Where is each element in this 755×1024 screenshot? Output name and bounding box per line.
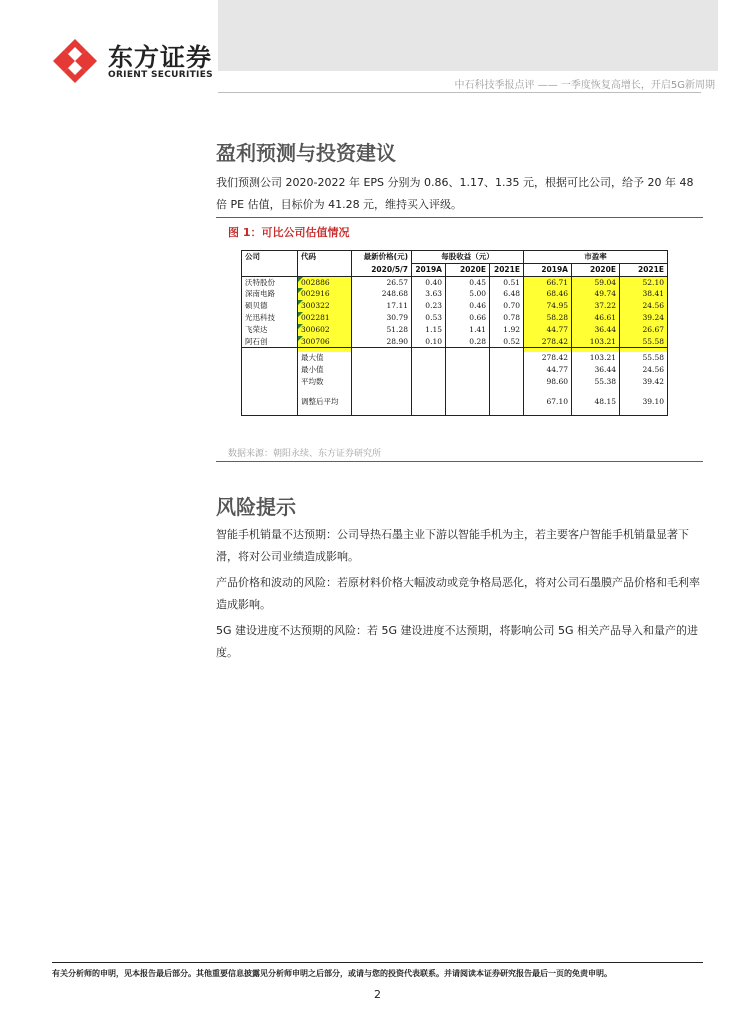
col-header-code: 代码 bbox=[298, 251, 352, 264]
pe-value: 49.74 bbox=[572, 288, 620, 300]
eps-value: 0.46 bbox=[446, 300, 490, 312]
pe-value: 74.95 bbox=[524, 300, 572, 312]
pe-value: 37.22 bbox=[572, 300, 620, 312]
latest-price: 26.57 bbox=[352, 276, 412, 288]
pe-value: 59.04 bbox=[572, 276, 620, 288]
company-name: 光迅科技 bbox=[242, 312, 298, 324]
stat-pe-value: 278.42 bbox=[524, 352, 572, 364]
pe-value: 55.58 bbox=[620, 336, 668, 348]
footer-divider bbox=[52, 962, 703, 963]
company-name: 飞荣达 bbox=[242, 324, 298, 336]
stat-label: 平均数 bbox=[298, 376, 352, 388]
col-header-eps: 每股收益（元） bbox=[412, 251, 524, 264]
stat-pe-value: 39.10 bbox=[642, 396, 664, 406]
stock-code: 002916 bbox=[298, 288, 352, 300]
figure-top-rule bbox=[216, 217, 703, 218]
eps-year-2019a: 2019A bbox=[412, 263, 446, 276]
eps-year-2020e: 2020E bbox=[446, 263, 490, 276]
eps-value: 0.23 bbox=[412, 300, 446, 312]
company-rows bbox=[242, 276, 668, 348]
company-name: 沃特股份 bbox=[242, 276, 298, 288]
risk-paragraph-2: 产品价格和波动的风险：若原材料价格大幅波动或竞争格局恶化，将对公司石墨膜产品价格和毛利率造成影响。 bbox=[216, 576, 700, 611]
orient-securities-logo-icon bbox=[52, 38, 98, 84]
pe-value: 36.44 bbox=[572, 324, 620, 336]
pe-value: 52.10 bbox=[620, 276, 668, 288]
stock-code: 002281 bbox=[298, 312, 352, 324]
latest-price: 248.68 bbox=[352, 288, 412, 300]
table-row bbox=[242, 312, 668, 324]
pe-year-2021e: 2021E bbox=[620, 263, 668, 276]
pe-value: 44.77 bbox=[524, 324, 572, 336]
pe-year-2019a: 2019A bbox=[524, 263, 572, 276]
stat-pe-value: 55.38 bbox=[572, 376, 620, 388]
stat-pe-value: 55.58 bbox=[642, 353, 664, 363]
table-header-row-2 bbox=[242, 263, 668, 276]
pe-value: 26.67 bbox=[620, 324, 668, 336]
stat-pe-value: 103.21 bbox=[572, 352, 620, 364]
pe-year-2020e: 2020E bbox=[572, 263, 620, 276]
pe-value: 58.28 bbox=[524, 312, 572, 324]
col-header-price: 最新价格(元) bbox=[352, 251, 412, 264]
eps-value: 0.28 bbox=[446, 336, 490, 348]
pe-value: 68.46 bbox=[524, 288, 572, 300]
price-date: 2020/5/7 bbox=[352, 263, 412, 276]
company-name: 硕贝德 bbox=[242, 300, 298, 312]
valuation-table bbox=[241, 250, 668, 416]
section-title-forecast: 盈利预测与投资建议 bbox=[216, 141, 396, 165]
pe-value: 278.42 bbox=[524, 336, 572, 348]
stat-row bbox=[242, 376, 668, 388]
pe-value: 39.24 bbox=[620, 312, 668, 324]
stock-code: 300322 bbox=[298, 300, 352, 312]
header-divider bbox=[218, 92, 701, 93]
table-row bbox=[242, 336, 668, 348]
report-header-title: 中石科技季报点评 —— 一季度恢复高增长，开启5G新周期 bbox=[454, 80, 715, 91]
eps-value: 0.51 bbox=[490, 276, 524, 288]
figure-source: 数据来源：朝阳永续、东方证券研究所 bbox=[228, 449, 382, 459]
figure-bottom-rule bbox=[216, 461, 703, 462]
stock-code: 002886 bbox=[298, 276, 352, 288]
stat-pe-value: 39.42 bbox=[642, 376, 664, 386]
company-name: 阿石创 bbox=[242, 336, 298, 348]
risk-paragraph-1: 智能手机销量不达预期：公司导热石墨主业下游以智能手机为主，若主要客户智能手机销量显著下滑，将对公司业绩造成影响。 bbox=[216, 528, 689, 563]
eps-value: 0.78 bbox=[490, 312, 524, 324]
stat-pe-value: 24.56 bbox=[642, 365, 664, 375]
latest-price: 28.90 bbox=[352, 336, 412, 348]
stat-pe-value: 48.15 bbox=[572, 388, 620, 416]
table-row bbox=[242, 300, 668, 312]
section-title-risk: 风险提示 bbox=[216, 495, 296, 519]
header-gray-bar bbox=[218, 0, 718, 71]
page-number: 2 bbox=[374, 988, 381, 1001]
eps-value: 0.10 bbox=[412, 336, 446, 348]
stat-pe-value: 36.44 bbox=[572, 364, 620, 376]
col-header-company: 公司 bbox=[242, 251, 298, 264]
stat-row bbox=[242, 364, 668, 376]
eps-value: 0.53 bbox=[412, 312, 446, 324]
table-header-row-1 bbox=[242, 251, 668, 264]
pe-value: 38.41 bbox=[620, 288, 668, 300]
stock-code: 300602 bbox=[298, 324, 352, 336]
pe-value: 46.61 bbox=[572, 312, 620, 324]
col-header-pe: 市盈率 bbox=[584, 252, 607, 261]
eps-value: 0.70 bbox=[490, 300, 524, 312]
eps-value: 5.00 bbox=[446, 288, 490, 300]
company-name: 深南电路 bbox=[242, 288, 298, 300]
pe-value: 24.56 bbox=[620, 300, 668, 312]
latest-price: 17.11 bbox=[352, 300, 412, 312]
eps-value: 1.15 bbox=[412, 324, 446, 336]
stat-pe-value: 44.77 bbox=[524, 364, 572, 376]
table-row bbox=[242, 276, 668, 288]
eps-value: 1.92 bbox=[490, 324, 524, 336]
pe-value: 103.21 bbox=[572, 336, 620, 348]
stat-row bbox=[242, 388, 668, 416]
stat-row bbox=[242, 352, 668, 364]
figure-title: 图 1：可比公司估值情况 bbox=[228, 226, 350, 239]
eps-value: 0.40 bbox=[412, 276, 446, 288]
eps-value: 6.48 bbox=[490, 288, 524, 300]
stat-label: 最大值 bbox=[298, 352, 352, 364]
eps-value: 0.45 bbox=[446, 276, 490, 288]
eps-year-2021e: 2021E bbox=[490, 263, 524, 276]
latest-price: 30.79 bbox=[352, 312, 412, 324]
risk-paragraph-3: 5G 建设进度不达预期的风险：若 5G 建设进度不达预期，将影响公司 5G 相关产品导入和量产的进度。 bbox=[216, 624, 699, 659]
forecast-paragraph: 我们预测公司 2020-2022 年 EPS 分别为 0.86、1.17、1.35 元，根据可比公司，给予 20 年 48 倍 PE 估值，目标价为 41.28 元，维持买入评级。 bbox=[216, 176, 694, 211]
eps-value: 3.63 bbox=[412, 288, 446, 300]
eps-value: 1.41 bbox=[446, 324, 490, 336]
stat-label: 调整后平均 bbox=[298, 388, 352, 416]
brand-name-cn: 东方证券 bbox=[108, 43, 213, 72]
stock-code: 300706 bbox=[298, 336, 352, 348]
eps-value: 0.66 bbox=[446, 312, 490, 324]
stat-label: 最小值 bbox=[298, 364, 352, 376]
stat-pe-value: 98.60 bbox=[524, 376, 572, 388]
latest-price: 51.28 bbox=[352, 324, 412, 336]
footer-disclaimer: 有关分析师的申明，见本报告最后部分。其他重要信息披露见分析师申明之后部分，或请与您的投资代表联系。并请阅读本证券研究报告最后一页的免责申明。 bbox=[52, 969, 612, 978]
pe-value: 66.71 bbox=[524, 276, 572, 288]
eps-value: 0.52 bbox=[490, 336, 524, 348]
table-row bbox=[242, 324, 668, 336]
table-row bbox=[242, 288, 668, 300]
stat-rows bbox=[242, 348, 668, 416]
brand-name-en: ORIENT SECURITIES bbox=[108, 70, 213, 80]
stat-pe-value: 67.10 bbox=[524, 388, 572, 416]
